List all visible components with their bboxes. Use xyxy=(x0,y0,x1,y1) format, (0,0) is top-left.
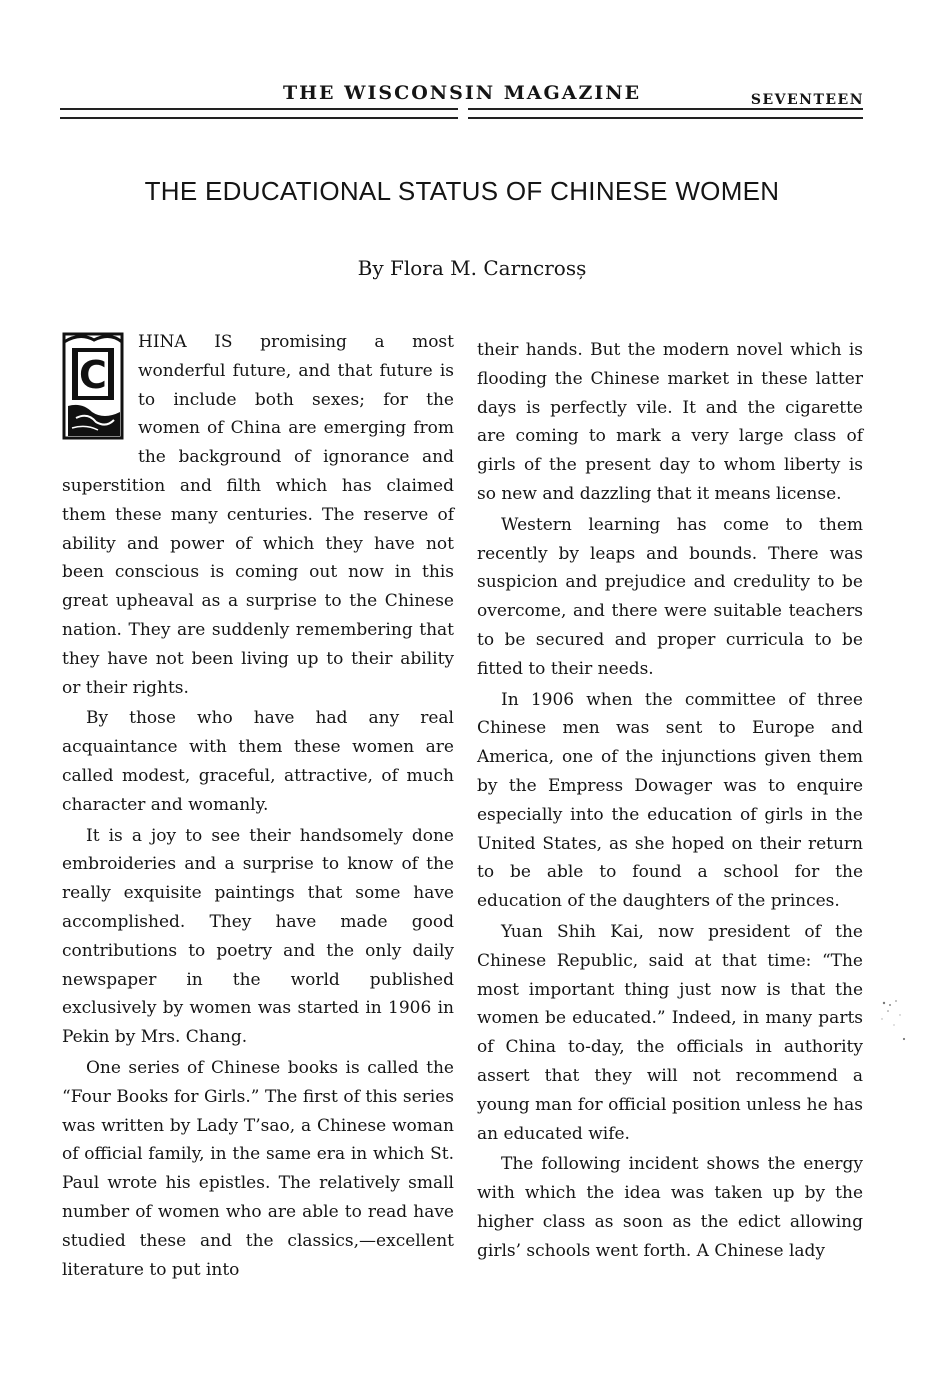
drop-cap-letter: C xyxy=(79,353,107,397)
article-title: THE EDUCATIONAL STATUS OF CHINESE WOMEN xyxy=(144,176,780,206)
header-rule-left xyxy=(60,108,458,119)
paragraph xyxy=(62,328,454,702)
drop-cap-ornament xyxy=(62,332,126,444)
paragraph: The following incident shows the energy with which the idea was taken up by the higher class as soon as the edict allowing girls’ schools went forth. A Chinese lady xyxy=(477,1154,863,1261)
paragraph-text: HINA IS promising a most wonderful future, and that future is to include both sexes; for the women of China are emerging from the background of ignorance and superstition and filth which has claimed them these many centuries. The reserve of ability and power of which they have not been conscious is coming out now in this great upheaval as a surprise to the Chinese nation. They are suddenly remembering that they have not been living up to their ability or their rights. xyxy=(62,332,454,698)
paragraph: Yuan Shih Kai, now president of the Chinese Republic, said at that time: “The most important thing just now is that the women be educated.” Indeed, in many parts of China to-day, the officials in authority assert that they will not recommend a young man for official position unless he has an educated wife. xyxy=(477,921,863,1144)
paragraph: One series of Chinese books is called the “Four Books for Girls.” The first of this series was written by Lady T’sao, a Chinese woman of official family, in the same era in which St. Paul wrote his epistles. The relatively small number of women who are able to read have studied these and the classics,—excellent literature to put into xyxy=(62,1057,454,1280)
paragraph: It is a joy to see their handsomely done embroideries and a surprise to know of the really exquisite paintings that some have accomplished. They have made good contributions to poetry and the only daily newspaper in the world published exclusively by women was started in 1906 in Pekin by Mrs. Chang. xyxy=(62,825,454,1048)
paragraph: By those who have had any real acquaintance with them these women are called modest, graceful, attractive, of much character and womanly. xyxy=(62,708,454,815)
paragraph: In 1906 when the committee of three Chinese men was sent to Europe and America, one of the injunctions given them by the Empress Dowager was to enquire especially into the education of girls in the United States, as she hoped on their return to be able to found a school for the education of the daughters of the princes. xyxy=(477,689,863,912)
right-column xyxy=(477,336,863,1268)
header-rule-right xyxy=(468,108,863,119)
left-column xyxy=(62,328,454,1286)
page-number: SEVENTEEN xyxy=(750,92,864,108)
paragraph: their hands. But the modern novel which is flooding the Chinese market in these latter days is perfectly vile. It and the cigarette are coming to mark a very large class of girls of the present day to whom liberty is so new and dazzling that it means license. xyxy=(477,340,863,504)
magazine-title: THE WISCONSIN MAGAZINE xyxy=(282,82,642,104)
article-byline: By Flora M. Carncrosș xyxy=(357,256,587,280)
ink-speck-mark xyxy=(870,995,910,1045)
drop-cap-frame-icon xyxy=(62,332,126,444)
paragraph: Western learning has come to them recently by leaps and bounds. There was suspicion and prejudice and credulity to be overcome, and there were suitable teachers to be secured and proper curricula to be fitted to their needs. xyxy=(477,514,863,679)
